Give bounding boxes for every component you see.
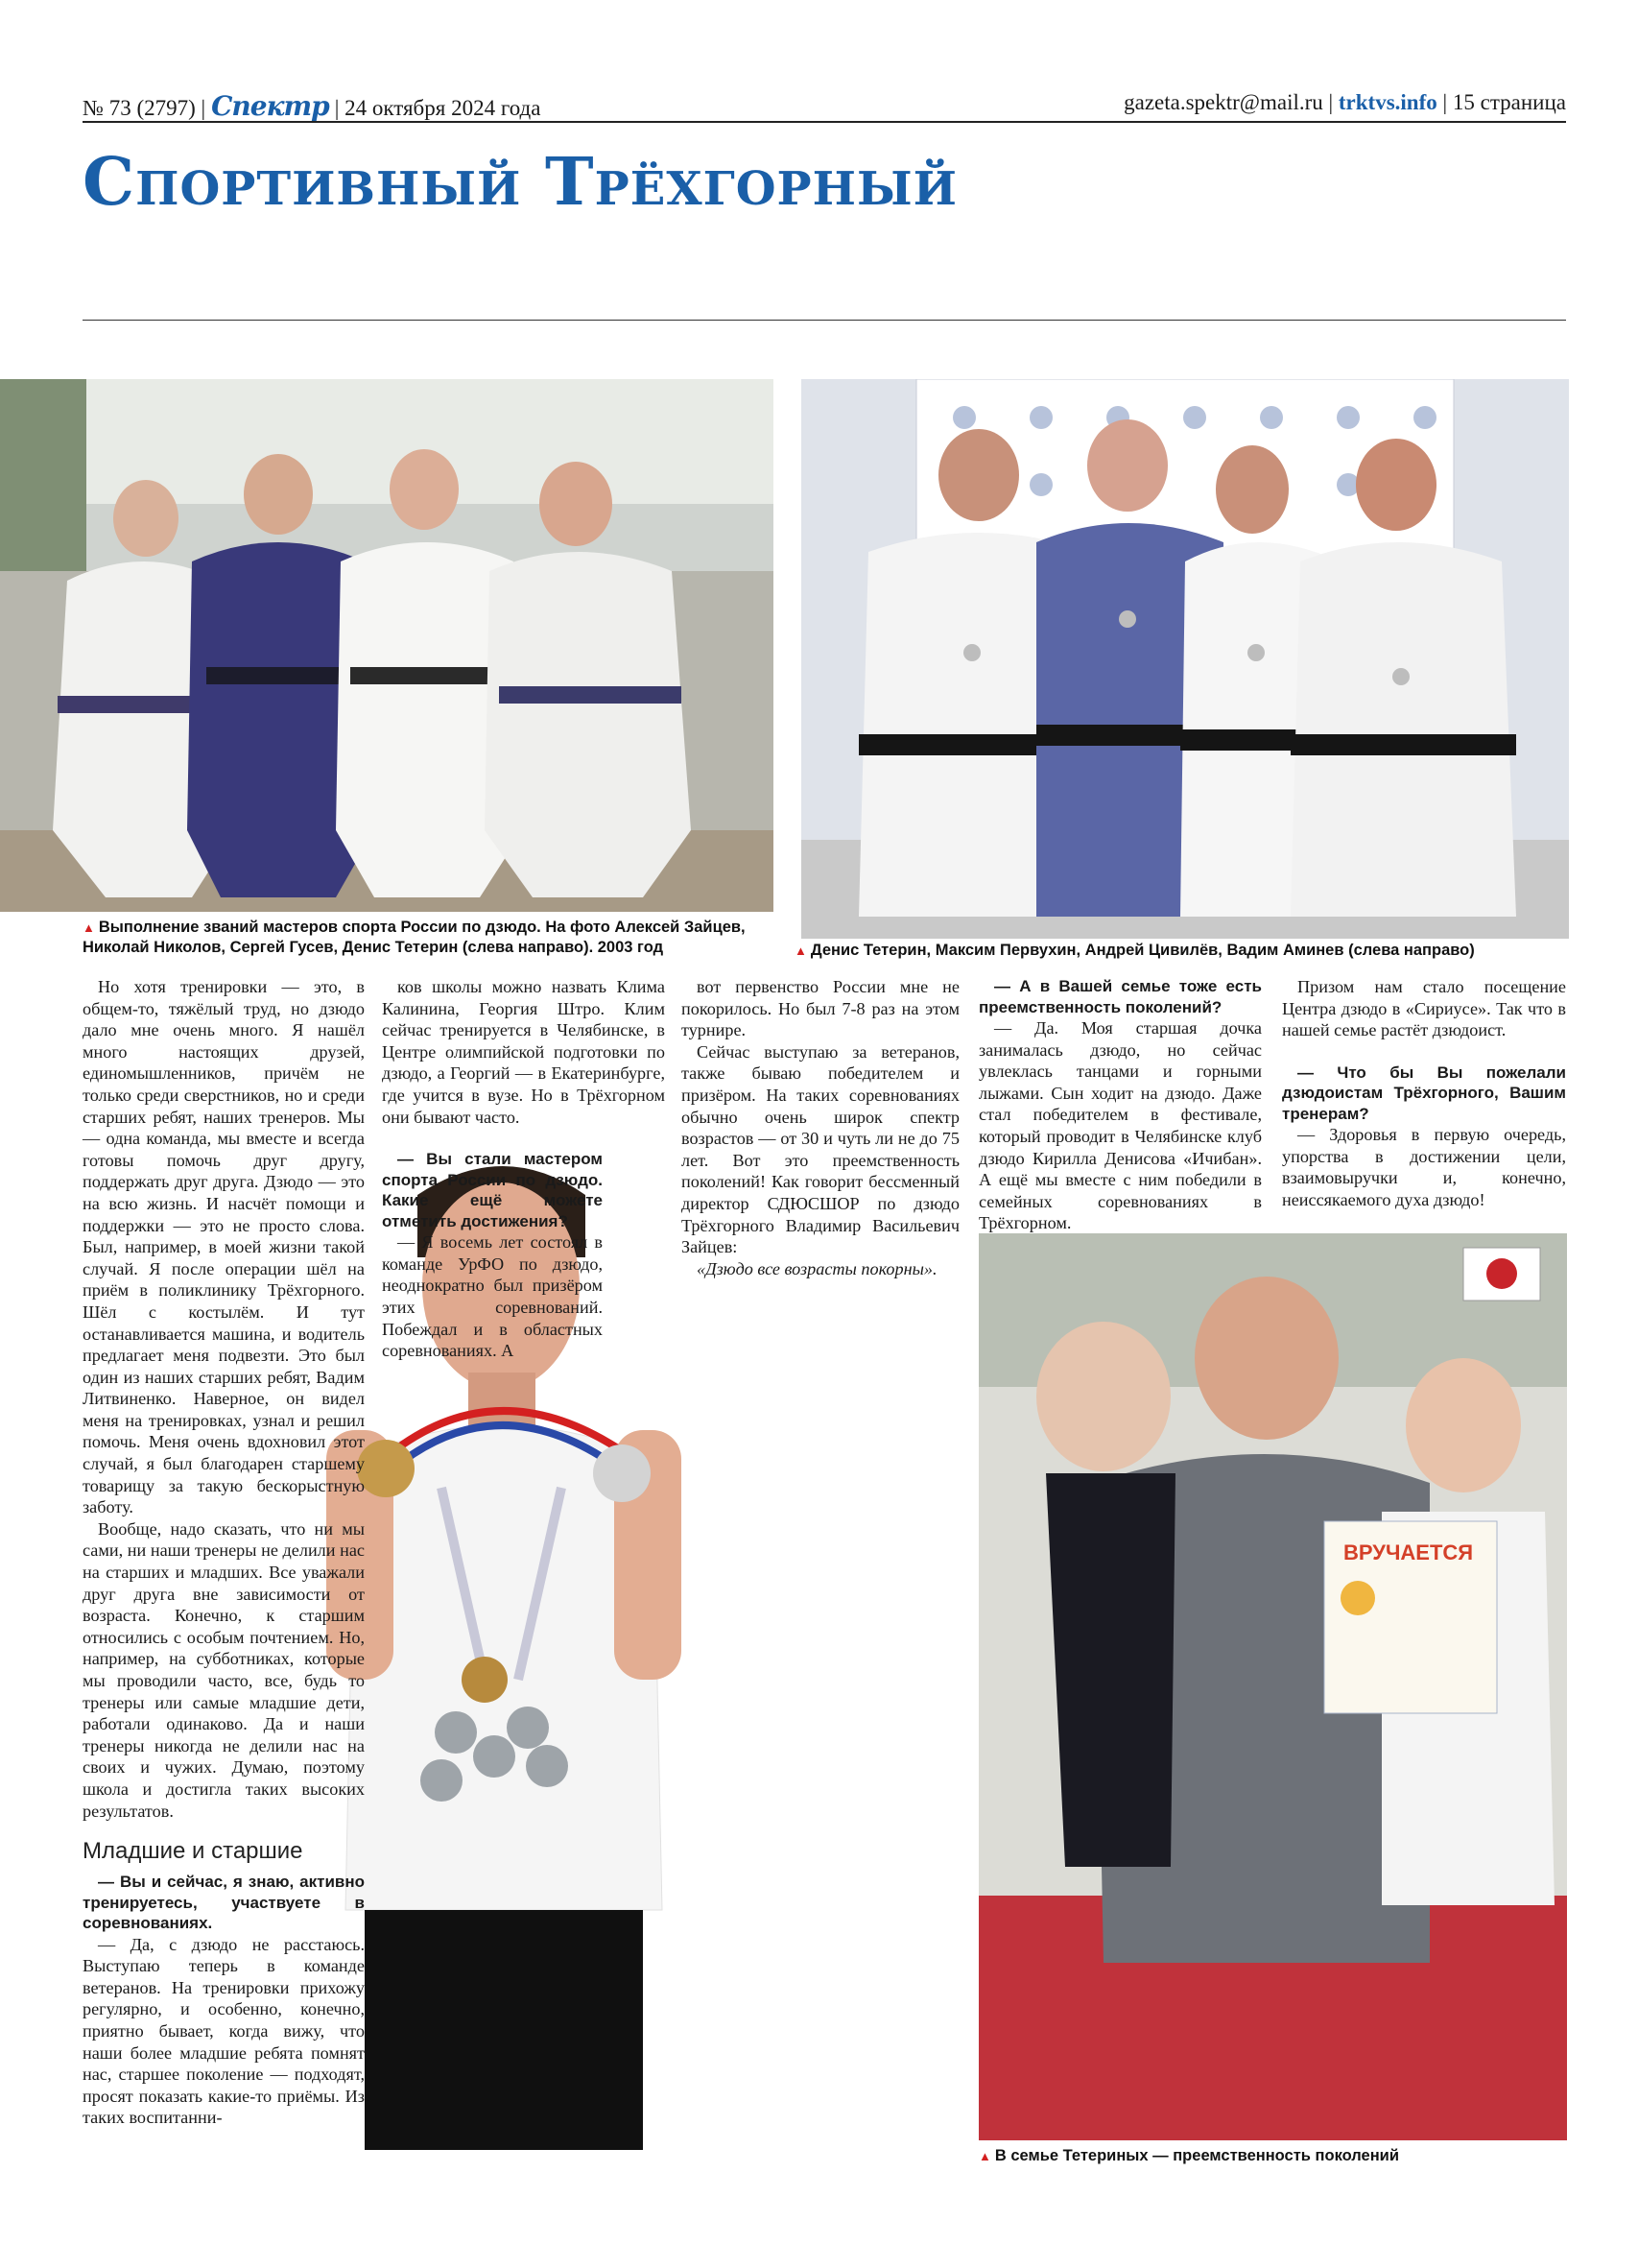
- page-header: [83, 88, 1566, 123]
- caption-photo-3: ▲ В семье Тетериных — преемственность поколений: [979, 2147, 1399, 2164]
- photo-veteran-judoka: [801, 379, 1569, 939]
- article-paragraph: Сейчас выступаю за ветеранов, также бываю победителем и призёром. На таких соревнованиях обычно очень широк спектр возрастов — от 30 и чуть ли не до 75 лет. Вот это преемственность поколений! Как говорит бессменный директор СДЮСШОР по дзюдо Трёхгорного Владимир Васильевич Зайцев:: [681, 1041, 960, 1257]
- triangle-marker-icon: ▲: [979, 2149, 991, 2163]
- caption-photo-1: ▲ Выполнение званий мастеров спорта России по дзюдо. На фото Алексей Зайцев, Николай Николов, Сергей Гусев, Денис Тетерин (слева направо). 2003 год: [83, 919, 746, 956]
- issue-date: | 24 октября 2024 года: [334, 96, 541, 120]
- article-column-3: [681, 976, 960, 1279]
- interview-question: — Что бы Вы пожелали дзюдоистам Трёхгорного, Вашим тренерам?: [1282, 1062, 1566, 1123]
- interview-answer: — Здоровья в первую очередь, упорства в достижении цели, взаимовыручки и, конечно, неиссякаемого духа дзюдо!: [1282, 1125, 1566, 1210]
- interview-answer: — Я восемь лет состоял в команде УрФО по дзюдо, неоднократно был призёром этих соревнований. Побеждал и в областных соревнованиях. А: [382, 1232, 603, 1361]
- contact-info: [1124, 90, 1566, 115]
- article-column-2: [382, 976, 665, 1362]
- interview-answer: — Да, с дзюдо не расстаюсь. Выступаю теперь в команде ветеранов. На тренировки прихожу регулярно, и особенно, конечно, приятно бывает, когда вижу, что наши более младшие ребята помнят нас, старшее поколение — подходят, просят показать какие-то приёмы. Из таких воспитанни-: [83, 1934, 365, 2128]
- article-paragraph: ков школы можно назвать Клима Калинина, Георгия Штро. Клим сейчас тренируется в Челябинске, в Центре олимпийской подготовки по дзюдо, а Георгий — в Екатеринбурге, где учится в вузе. Но в Трёхгорном они бывают часто.: [382, 977, 665, 1127]
- issue-number: № 73 (2797) |: [83, 96, 206, 120]
- caption-photo-2: ▲ Денис Тетерин, Максим Первухин, Андрей Цивилёв, Вадим Аминев (слева направо): [795, 942, 1475, 959]
- interview-question: — Вы стали мастером спорта России по дзюдо. Какие ещё можете отметить достижения?: [382, 1150, 603, 1230]
- article-paragraph: Но хотя тренировки — это, в общем-то, тяжёлый труд, но дзюдо дало мне очень много. Я нашёл много настоящих друзей, единомышленников, причём не только среди сверстников, но и среди старших ребят, наших тренеров. Мы — одна команда, мы вместе и всегда готовы помочь друг другу, поддержать друг друга. Дзюдо — это на всю жизнь. И насчёт помощи и поддержки — это не просто слова. Был, например, в моей жизни такой случай. Я после операции шёл на приём в поликлинику Трёхгорного. Шёл с костылём. И тут останавливается машина, и водитель предлагает меня подвезти. Это был один из наших старших ребят, Вадим Литвиненко. Наверное, он видел меня на тренировках, узнал и решил помочь. Меня очень вдохновил этот случай, я был благодарен старшему товарищу за такую бескорыстную заботу.: [83, 977, 365, 1517]
- director-quote: «Дзюдо все возрасты покорны».: [697, 1258, 938, 1278]
- photo-family: [979, 1233, 1567, 2140]
- article-paragraph: вот первенство России мне не покорилось. Но был 7-8 раз на этом турнире.: [681, 977, 960, 1040]
- article-paragraph: Вообще, надо сказать, что ни мы сами, ни наши тренеры не делили нас на старших и младших. Все уважали друг друга вне зависимости от возраста. Конечно, к старшим относились с особым почтением. Но, например, на субботниках, которые мы проводили часто, все, будь то тренеры или самые младшие дети, работали одинаково. Да и наши тренеры никогда не делили нас на своих и чужих. Думаю, поэтому школа и достигла таких высоких результатов.: [83, 1518, 365, 1821]
- certificate-text: ВРУЧАЕТСЯ: [1343, 1540, 1474, 1564]
- triangle-marker-icon: ▲: [795, 943, 807, 958]
- triangle-marker-icon: ▲: [83, 920, 95, 935]
- interview-question: — Вы и сейчас, я знаю, активно тренируетесь, участвуете в соревнованиях.: [83, 1873, 365, 1933]
- interview-answer: — Да. Моя старшая дочка занималась дзюдо, но сейчас увлеклась танцами и горными лыжами. Сын ходит на дзюдо. Даже стал победителем в фестивале, который проводит в Челябинске клуб дзюдо Кирилла Денисова «Ичибан». А ещё мы вместе с ним победили в семейных соревнованиях в Трёхгорном.: [979, 1018, 1262, 1233]
- article-column-4: [979, 976, 1262, 1234]
- email-link[interactable]: gazeta.spektr@mail.ru |: [1124, 90, 1334, 114]
- page-number: | 15 страница: [1442, 90, 1566, 114]
- article-column-5: [1282, 976, 1566, 1211]
- newspaper-logo: Спектр: [211, 90, 329, 122]
- subheading: Младшие и старшие: [83, 1838, 303, 1865]
- divider: [83, 320, 1566, 321]
- photo-young-judoka: [0, 379, 773, 912]
- article-column-1: [83, 976, 365, 2129]
- section-title: Спортивный Трёхгорный: [83, 144, 959, 221]
- site-link[interactable]: trktvs.info: [1338, 90, 1437, 114]
- interview-question: — А в Вашей семье тоже есть преемственность поколений?: [979, 977, 1262, 1016]
- article-paragraph: Призом нам стало посещение Центра дзюдо в «Сириусе». Так что в нашей семье растёт дзюдоист.: [1282, 977, 1566, 1040]
- issue-info: [83, 90, 540, 122]
